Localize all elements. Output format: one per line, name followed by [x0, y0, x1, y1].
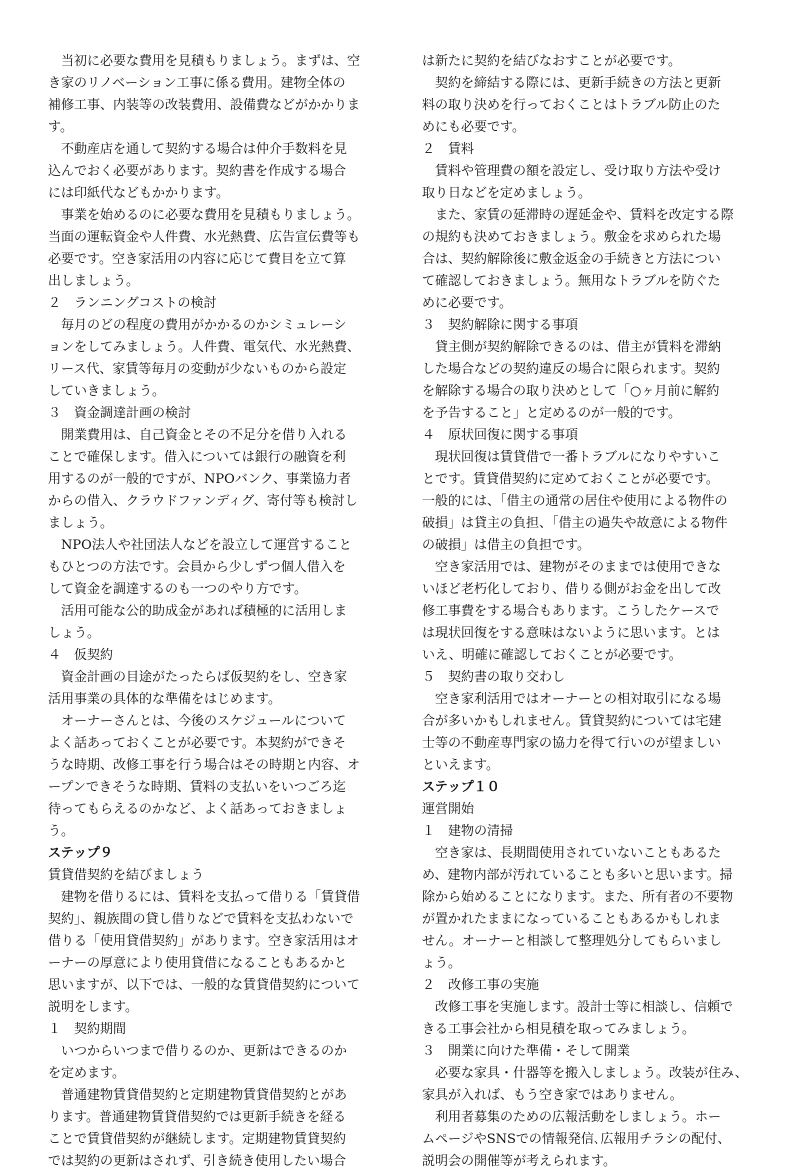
- text-line: の規約も決めておきましょう。敷金を求められた場: [422, 230, 722, 245]
- text-line: 活用可能な公的助成金があれば積極的に活用しま: [48, 604, 348, 619]
- text-line: て確認しておきましょう。無用なトラブルを防ぐた: [422, 274, 721, 289]
- text-line: ３ 契約解除に関する事項: [422, 318, 579, 333]
- text-line: １ 契約期間: [48, 1022, 127, 1037]
- text-line: ３ 資金調達計画の検討: [48, 406, 192, 421]
- text-line: の破損」は借主の負担です。: [422, 538, 590, 553]
- text-line: 空き家活用では、建物がそのままでは使用できな: [422, 560, 722, 575]
- text-line: して資金を調達するのも一つのやり方です。: [48, 582, 307, 597]
- text-line: オーナーさんとは、今後のスケジュールについて: [48, 714, 346, 729]
- text-line: す。: [48, 120, 73, 135]
- text-line: は現状回復をする意味はないように思います。とは: [422, 626, 720, 641]
- text-line: ョンをしてみましょう。人件費、電気代、水光熱費、: [48, 340, 361, 355]
- text-line: 開業費用は、自己資金とその不足分を借り入れる: [48, 428, 348, 443]
- text-line: ４ 仮契約: [48, 648, 114, 663]
- text-line: ことで賃貸借契約が継続します。定期建物賃貸契約: [48, 1132, 346, 1147]
- text-line: リース代、家賃等毎月の変動が少ないものから設定: [48, 362, 347, 377]
- left-column: [48, 51, 378, 1173]
- text-line: した場合などの契約違反の場合に限られます。契約: [422, 362, 720, 377]
- text-line: NPO法人や社団法人などを設立して運営すること: [48, 538, 352, 553]
- text-line: ムページやSNSでの情報発信､広報用チラシの配付、: [422, 1132, 731, 1147]
- text-line: めに必要です。: [422, 296, 512, 311]
- text-line: 空き家は、長期間使用されていないこともあるた: [422, 846, 722, 861]
- text-line: には印紙代などもかかります。: [48, 186, 229, 201]
- step-heading: ステップ１０: [422, 780, 500, 795]
- text-line: いつからいつまで借りるのか、更新はできるのか: [48, 1044, 348, 1059]
- text-line: 契約を締結する際には、更新手続きの方法と更新: [422, 76, 722, 91]
- step-heading: ステップ９: [48, 846, 113, 861]
- text-line: ことで確保します。借入については銀行の融資を利: [48, 450, 346, 465]
- text-line: 説明会の開催等が考えられます。: [422, 1154, 616, 1169]
- text-line: 必要です。空き家活用の内容に応じて費目を立て算: [48, 252, 346, 267]
- text-line: もひとつの方法です。会員から少しずつ個人借入を: [48, 560, 346, 575]
- text-line: ３ 開業に向けた準備・そして開業: [422, 1044, 631, 1059]
- text-line: 修工事費をする場合もあります。こうしたケースで: [422, 604, 720, 619]
- text-line: は新たに契約を結びなおすことが必要です。: [422, 54, 681, 69]
- text-line: といえます。: [422, 758, 499, 773]
- text-line: 破損」は貸主の負担、「借主の過失や故意による物件: [422, 516, 728, 531]
- text-line: からの借入、クラウドファンディグ、寄付等も検討し: [48, 494, 358, 509]
- text-line: ましょう。: [48, 516, 114, 531]
- text-line: が置かれたままになっていることもあるかもしれま: [422, 912, 722, 927]
- text-line: めにも必要です。: [422, 120, 525, 135]
- text-line: き家のリノベーション工事に係る費用。建物全体の: [48, 76, 346, 91]
- text-line: 取り日などを定めましょう。: [422, 186, 592, 201]
- text-line: 契約」、親族間の貸し借りなどで賃料を支払わないで: [48, 912, 354, 927]
- text-line: ょう。: [422, 956, 462, 971]
- text-line: 料の取り決めを行っておくことはトラブル防止のた: [422, 98, 721, 113]
- text-line: ２ ランニングコストの検討: [48, 296, 217, 311]
- text-line: 当面の運転資金や人件費、水光熱費、広告宣伝費等も: [48, 230, 361, 245]
- text-line: 現状回復は賃貸借で一番トラブルになりやすいこ: [422, 450, 721, 465]
- text-line: 賃貸借契約を結びましょう: [48, 868, 205, 883]
- text-line: 込んでおく必要があります。契約書を作成する場合: [48, 164, 346, 179]
- text-line: 必要な家具・什器等を搬入しましょう。改装が住み、: [422, 1066, 748, 1081]
- text-line: ２ 賃料: [422, 142, 475, 157]
- text-line: うな時期、改修工事を行う場合はその時期と内容、オ: [48, 758, 361, 773]
- text-line: 除から始めることになります。また、所有者の不要物: [422, 890, 733, 905]
- text-line: せん。オーナーと相談して整理処分してもらいまし: [422, 934, 722, 949]
- text-line: 毎月のどの程度の費用がかかるのかシミュレーシ: [48, 318, 347, 333]
- text-line: を予告すること」と定めるのが一般的です。: [422, 406, 681, 421]
- text-line: 事業を始めるのに必要な費用を見積もりましょう。: [48, 208, 361, 223]
- right-column: [422, 51, 752, 1173]
- text-line: いえ、明確に確認しておくことが必要です。: [422, 648, 682, 663]
- text-line: 運営開始: [422, 802, 475, 817]
- text-line: 利用者募集のための広報活動をしましょう。ホー: [422, 1110, 722, 1125]
- text-line: していきましょう。: [48, 384, 166, 399]
- text-line: 貸主側が契約解除できるのは、借主が賃料を滞納: [422, 340, 722, 355]
- text-line: め、建物内部が汚れていることも多いと思います。掃: [422, 868, 733, 883]
- text-line: 普通建物賃貸借契約と定期建物賃貸借契約とがあ: [48, 1088, 348, 1103]
- text-line: 活用事業の具体的な準備をはじめます。: [48, 692, 281, 707]
- text-line: １ 建物の清掃: [422, 824, 514, 839]
- text-line: 出しましょう。: [48, 274, 140, 289]
- text-line: ープンできそうな時期、賃料の支払いをいつごろ迄: [48, 780, 346, 795]
- text-line: ４ 原状回復に関する事項: [422, 428, 579, 443]
- text-line: 思いますが、以下では、一般的な賃貸借契約について: [48, 978, 360, 993]
- text-line: 空き家利活用ではオーナーとの相対取引になる場: [422, 692, 722, 707]
- text-line: ５ 契約書の取り交わし: [422, 670, 566, 685]
- text-line: 資金計画の目途がたったらば仮契約をし、空き家: [48, 670, 348, 685]
- text-line: を解除する場合の取り決めとして「○ヶ月前に解約: [422, 384, 720, 399]
- text-line: また、家賃の延滞時の遅延金や、賃料を改定する際: [422, 208, 734, 223]
- text-line: 借りる「使用貸借契約」があります。空き家活用はオ: [48, 934, 359, 949]
- text-line: 合が多いかもしれません。賃貸契約については宅建: [422, 714, 722, 729]
- text-line: ります。普通建物賃貸借契約では更新手続きを経る: [48, 1110, 346, 1125]
- text-line: では契約の更新はされず、引き続き使用したい場合: [48, 1154, 346, 1169]
- text-line: 補修工事、内装等の改装費用、設備費などがかかりま: [48, 98, 361, 113]
- text-line: よく話あっておくことが必要です。本契約ができそ: [48, 736, 346, 751]
- text-line: いほど老朽化しており、借りる側がお金を出して改: [422, 582, 722, 597]
- text-line: ２ 改修工事の実施: [422, 978, 540, 993]
- text-line: う。: [48, 824, 75, 839]
- text-line: 建物を借りるには、賃料を支払って借りる「賃貸借: [48, 890, 361, 905]
- text-line: 一般的には、「借主の通常の居住や使用による物件の: [422, 494, 728, 509]
- text-line: しょう。: [48, 626, 101, 641]
- text-line: 待ってもらえるのかなど、よく話あっておきましょ: [48, 802, 347, 817]
- text-line: 改修工事を実施します。設計士等に相談し、信頼で: [422, 1000, 733, 1015]
- text-line: 賃料や管理費の額を設定し、受け取り方法や受け: [422, 164, 722, 179]
- text-line: 当初に必要な費用を見積もりましょう。まずは、空: [48, 54, 361, 69]
- text-line: きる工事会社から相見積を取ってみましょう。: [422, 1022, 696, 1037]
- text-line: 不動産店を通して契約する場合は仲介手数料を見: [48, 142, 348, 157]
- text-line: 家具が入れば、もう空き家ではありません。: [422, 1088, 683, 1103]
- text-line: 士等の不動産専門家の協力を得て行いのが望ましい: [422, 736, 722, 751]
- text-line: ーナーの厚意により使用貸借になることもあるかと: [48, 956, 348, 971]
- text-line: 説明をします。: [48, 1000, 138, 1015]
- text-line: 用するのが一般的ですが、NPOバンク、事業協力者: [48, 472, 352, 487]
- text-line: を定めます。: [48, 1066, 125, 1081]
- text-line: とです。賃貸借契約に定めておくことが必要です。: [422, 472, 719, 487]
- text-line: 合は、契約解除後に敷金返金の手続きと方法につい: [422, 252, 721, 267]
